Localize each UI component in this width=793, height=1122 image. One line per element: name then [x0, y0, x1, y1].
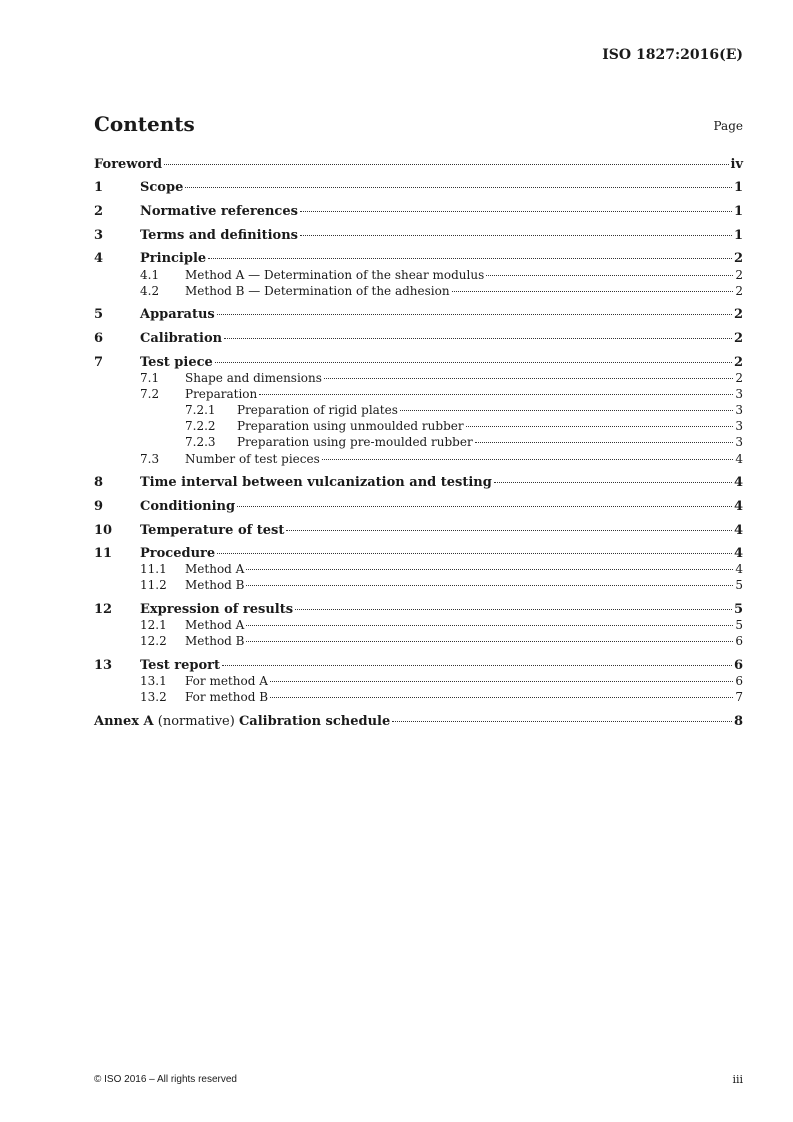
toc-entry-title: Temperature of test	[140, 523, 285, 538]
toc-entry[interactable]	[94, 634, 743, 648]
toc-entry[interactable]	[94, 403, 743, 417]
toc-entry-number: 7	[94, 355, 104, 370]
toc-entry-number: 13.1	[140, 674, 167, 688]
toc-entry-page: 7	[735, 690, 743, 704]
toc-entry[interactable]	[94, 204, 743, 219]
toc-entry-title: Principle	[140, 251, 207, 266]
toc-entry-number: 2	[94, 204, 104, 219]
toc-entry-number: 6	[94, 331, 104, 346]
toc-entry[interactable]	[94, 331, 743, 346]
toc-entry-number: 11.1	[140, 562, 167, 576]
toc-entry-title: Normative references	[140, 204, 298, 219]
toc-entry[interactable]	[94, 435, 743, 449]
toc-entry-number: 7.2.1	[185, 403, 216, 417]
toc-entry[interactable]	[94, 714, 743, 729]
toc-entry-title: Method B	[185, 634, 245, 648]
toc-entry[interactable]	[94, 602, 743, 617]
toc-entry-number: 10	[94, 523, 113, 538]
toc-dot-leader	[246, 625, 733, 626]
toc-entry-page: 6	[733, 658, 743, 673]
toc-entry-page: 4	[733, 546, 743, 561]
toc-entry-page: 5	[733, 602, 743, 617]
toc-dot-leader	[217, 553, 732, 554]
toc-entry-title-part: Annex A	[94, 714, 154, 729]
toc-entry-title: Test report	[140, 658, 221, 673]
toc-entry-title	[94, 714, 390, 729]
toc-entry[interactable]	[94, 371, 743, 385]
toc-dot-leader	[392, 721, 732, 722]
toc-entry-page: 4	[735, 562, 743, 576]
toc-dot-leader	[324, 378, 733, 379]
toc-entry-number: 13.2	[140, 690, 167, 704]
toc-entry-page: iv	[730, 157, 743, 172]
toc-dot-leader	[164, 164, 728, 165]
toc-entry[interactable]	[94, 578, 743, 592]
toc-entry-title: Shape and dimensions	[185, 371, 322, 385]
toc-entry[interactable]	[94, 419, 743, 433]
toc-dot-leader	[270, 697, 733, 698]
toc-dot-leader	[237, 506, 732, 507]
toc-entry-number: 11	[94, 546, 113, 561]
toc-entry-title: Procedure	[140, 546, 216, 561]
toc-dot-leader	[452, 291, 734, 292]
toc-entry-number: 7.1	[140, 371, 160, 385]
toc-dot-leader	[486, 275, 733, 276]
toc-entry-page: 2	[735, 284, 743, 298]
toc-entry-title: Method B	[185, 578, 245, 592]
toc-entry-number: 4	[94, 251, 104, 266]
toc-entry[interactable]	[94, 452, 743, 466]
toc-entry-title: Method B — Determination of the adhesion	[185, 284, 450, 298]
toc-entry-title: Time interval between vulcanization and testing	[140, 475, 492, 490]
toc-entry-number: 13	[94, 658, 113, 673]
toc-entry-page: 1	[733, 180, 743, 195]
copyright-notice: © ISO 2016 – All rights reserved	[94, 1074, 237, 1085]
toc-entry-number: 7.2	[140, 387, 160, 401]
toc-entry-page: 4	[733, 499, 743, 514]
toc-entry-page: 6	[735, 674, 743, 688]
toc-entry-number: 1	[94, 180, 104, 195]
document-id: ISO 1827:2016(E)	[602, 47, 743, 63]
toc-entry-number: 12	[94, 602, 113, 617]
toc-entry-page: 4	[735, 452, 743, 466]
toc-entry-page: 2	[733, 355, 743, 370]
toc-entry-number: 12.1	[140, 618, 167, 632]
toc-dot-leader	[475, 442, 734, 443]
toc-dot-leader	[286, 530, 732, 531]
toc-entry-page: 2	[733, 331, 743, 346]
toc-entry-page: 3	[735, 435, 743, 449]
toc-entry-title: For method A	[185, 674, 268, 688]
toc-dot-leader	[466, 426, 734, 427]
toc-dot-leader	[300, 235, 732, 236]
toc-entry-title: Preparation	[185, 387, 258, 401]
toc-entry[interactable]	[94, 674, 743, 688]
toc-entry-page: 3	[735, 387, 743, 401]
toc-dot-leader	[259, 394, 733, 395]
toc-entry-title: Method A	[185, 562, 245, 576]
toc-entry-number: 4.1	[140, 268, 160, 282]
toc-entry-title-part: Calibration schedule	[238, 714, 391, 729]
toc-entry[interactable]	[94, 562, 743, 576]
toc-entry[interactable]	[94, 307, 743, 322]
toc-entry-number: 11.2	[140, 578, 167, 592]
toc-entry-title: Expression of results	[140, 602, 294, 617]
toc-entry[interactable]	[94, 355, 743, 370]
toc-entry-number: 7.3	[140, 452, 160, 466]
toc-dot-leader	[185, 187, 732, 188]
toc-dot-leader	[300, 211, 732, 212]
toc-entry-number: 7.2.2	[185, 419, 216, 433]
toc-entry-number: 4.2	[140, 284, 160, 298]
toc-entry-page: 1	[733, 228, 743, 243]
toc-entry-title: Apparatus	[140, 307, 215, 322]
toc-entry-number: 7.2.3	[185, 435, 216, 449]
toc-entry[interactable]	[94, 690, 743, 704]
toc-entry[interactable]	[94, 251, 743, 266]
contents-title: Contents	[94, 112, 195, 136]
toc-entry[interactable]	[94, 284, 743, 298]
toc-entry-title: Foreword	[94, 157, 163, 172]
toc-entry-page: 2	[733, 307, 743, 322]
toc-entry-title-annotation: (normative)	[153, 714, 239, 729]
toc-dot-leader	[208, 258, 732, 259]
toc-entry[interactable]	[94, 523, 743, 538]
toc-entry-title: Terms and definitions	[140, 228, 298, 243]
toc-dot-leader	[246, 641, 733, 642]
toc-entry-page: 5	[735, 578, 743, 592]
toc-entry-number: 9	[94, 499, 104, 514]
toc-entry-page: 3	[735, 419, 743, 433]
toc-entry[interactable]	[94, 228, 743, 243]
toc-entry-title: Method A	[185, 618, 245, 632]
toc-entry-page: 2	[735, 268, 743, 282]
toc-dot-leader	[494, 482, 732, 483]
toc-entry[interactable]	[94, 387, 743, 401]
toc-dot-leader	[270, 681, 733, 682]
toc-entry-number: 8	[94, 475, 104, 490]
toc-entry-page: 4	[733, 523, 743, 538]
toc-entry[interactable]	[94, 475, 743, 490]
toc-entry-page: 3	[735, 403, 743, 417]
toc-entry-title: Number of test pieces	[185, 452, 320, 466]
toc-dot-leader	[246, 569, 733, 570]
toc-entry-page: 2	[733, 251, 743, 266]
toc-dot-leader	[217, 314, 732, 315]
toc-entry-title: Preparation using unmoulded rubber	[237, 419, 464, 433]
toc-entry-title: Preparation of rigid plates	[237, 403, 398, 417]
toc-entry-page: 2	[735, 371, 743, 385]
page-column-label: Page	[713, 119, 743, 133]
toc-entry-title: Test piece	[140, 355, 213, 370]
toc-dot-leader	[295, 609, 732, 610]
toc-entry-title: Conditioning	[140, 499, 236, 514]
toc-entry-number: 3	[94, 228, 104, 243]
toc-entry-page: 4	[733, 475, 743, 490]
page-number: iii	[732, 1073, 743, 1086]
toc-dot-leader	[224, 338, 732, 339]
toc-entry-page: 1	[733, 204, 743, 219]
toc-dot-leader	[322, 459, 734, 460]
toc-entry[interactable]	[94, 658, 743, 673]
toc-dot-leader	[246, 585, 733, 586]
toc-entry-page: 8	[733, 714, 743, 729]
toc-dot-leader	[215, 362, 732, 363]
toc-dot-leader	[400, 410, 733, 411]
toc-entry-number: 12.2	[140, 634, 167, 648]
toc-entry[interactable]	[94, 157, 743, 172]
toc-entry-title: For method B	[185, 690, 269, 704]
toc-dot-leader	[222, 665, 732, 666]
toc-entry-page: 6	[735, 634, 743, 648]
toc-entry-page: 5	[735, 618, 743, 632]
toc-entry[interactable]	[94, 268, 743, 282]
toc-entry-title: Calibration	[140, 331, 223, 346]
toc-entry-title: Scope	[140, 180, 184, 195]
toc-entry[interactable]	[94, 618, 743, 632]
toc-entry[interactable]	[94, 546, 743, 561]
toc-entry-title: Preparation using pre-moulded rubber	[237, 435, 473, 449]
toc-entry-number: 5	[94, 307, 104, 322]
toc-entry[interactable]	[94, 499, 743, 514]
toc-entry[interactable]	[94, 180, 743, 195]
toc-entry-title: Method A — Determination of the shear modulus	[185, 268, 485, 282]
